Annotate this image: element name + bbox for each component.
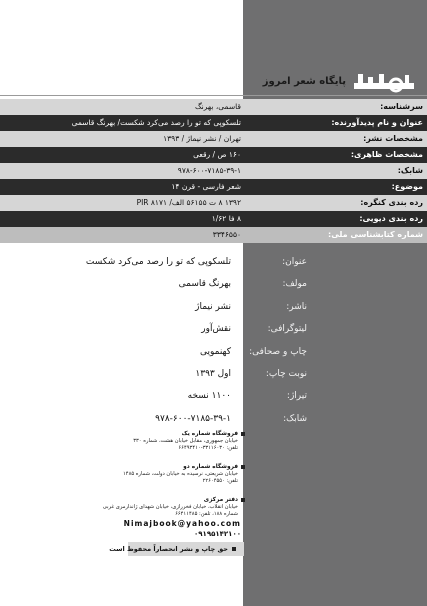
catalog-value: ۳۳۴۶۵۵۰ <box>212 230 241 239</box>
catalog-label: رده بندی دیویی: <box>359 214 423 223</box>
store-title: دفتر مرکزی <box>203 497 238 503</box>
credit-value: ۹۷۸-۶۰۰-۷۱۸۵-۳۹-۱ <box>155 413 231 424</box>
credit-label: ناشر: <box>286 301 307 312</box>
catalog-label: موضوع: <box>391 182 423 191</box>
credit-value: تلسکوپی که تو را رصد می‌کرد شکست <box>85 257 231 267</box>
copyright-text: حق چاپ و نشر انحصاراً محفوظ است <box>109 545 228 553</box>
contact-phone: ۰۹۱۹۵۱۴۲۱۰۰ <box>194 530 241 538</box>
catalog-value: ۱۶۰ ص / رقعی <box>193 150 241 159</box>
store-item <box>133 430 245 452</box>
catalog-label: سرشناسه: <box>380 102 423 111</box>
copyright-notice <box>109 542 244 556</box>
credit-value: ۱۱۰۰ نسخه <box>187 391 231 402</box>
credit-value: نشر نیماژ <box>195 301 231 312</box>
bullet-square-icon <box>232 547 236 551</box>
credit-label: تیراژ: <box>286 391 307 402</box>
catalog-label: مشخصات نشر: <box>363 134 423 143</box>
credit-row <box>0 366 427 388</box>
credit-row <box>0 254 427 276</box>
store-title: فروشگاه شماره دو <box>183 464 238 470</box>
catalog-row <box>0 131 427 147</box>
credit-row <box>0 276 427 298</box>
book-credits <box>0 254 427 433</box>
credit-row <box>0 321 427 343</box>
credit-row <box>0 344 427 366</box>
catalog-row <box>0 211 427 227</box>
credit-label: لیتوگرافی: <box>267 324 307 335</box>
catalog-row <box>0 195 427 211</box>
credit-row <box>0 388 427 410</box>
credit-label: عنوان: <box>282 257 307 267</box>
credit-value: اول ۱۳۹۳ <box>195 368 231 379</box>
catalog-value: قاسمی، بهرنگ <box>194 102 241 111</box>
credit-label: نوبت چاپ: <box>265 368 307 379</box>
catalog-row <box>0 179 427 195</box>
store-phone: تلفن: ۳۳۱۱۶۰۳۰-۶۶۴۹۳۴۱۰ <box>178 445 238 451</box>
credit-value: نقش‌آور <box>201 324 231 335</box>
credit-row <box>0 299 427 321</box>
catalog-row <box>0 147 427 163</box>
divider-line <box>0 95 427 96</box>
catalog-value: تلسکوپی که تو را رصد می‌کرد شکست/ بهرنگ قاسمی <box>71 118 241 127</box>
credit-label: شابک: <box>283 413 307 424</box>
bullet-square-icon <box>241 465 245 469</box>
credit-label: چاپ و صحافی: <box>249 346 307 357</box>
catalog-row <box>0 115 427 131</box>
store-item <box>123 463 245 485</box>
catalog-label: شابک: <box>397 166 423 175</box>
store-address: خیابان جمهوری، مقابل خیابان هشت، شماره ۳۳۰ <box>133 438 238 444</box>
store-item <box>102 496 245 518</box>
catalog-table <box>0 99 427 243</box>
store-phone: شماره ۱۸۸، تلفن: ۶۶۴۱۱۴۸۵ <box>175 511 238 517</box>
catalog-value: ۱۳۹۲ ۸ ت ۵۶۱۵۵ الف/ PIR ۸۱۷۱ <box>136 198 241 207</box>
catalog-row <box>0 99 427 115</box>
credit-value: بهرنگ قاسمی <box>178 279 231 290</box>
publisher-logo <box>352 71 416 93</box>
store-phone: تلفن: ۲۲۶۰۴۵۵۰ <box>202 478 238 484</box>
credit-label: مولف: <box>282 279 307 290</box>
catalog-label: شماره کتابشناسی ملی: <box>328 230 423 239</box>
catalog-value: شعر فارسی - قرن ۱۴ <box>171 182 241 191</box>
credit-value: کهنمویی <box>199 346 231 357</box>
publisher-subtitle: پایگاه شعر امروز <box>262 76 346 87</box>
store-title: فروشگاه شماره یک <box>181 431 238 437</box>
catalog-label: مشخصات ظاهری: <box>350 150 423 159</box>
catalog-value: ۹۷۸-۶۰۰-۷۱۸۵-۳۹-۱ <box>177 166 241 175</box>
catalog-label: عنوان و نام پدیدآورنده: <box>331 118 423 127</box>
catalog-value: ۸ فا ۱/۶۲ <box>211 214 241 223</box>
store-list <box>102 430 245 529</box>
store-address: خیابان شریعتی، نرسیده به خیابان دولت، شماره ۱۴۸۵ <box>123 471 238 477</box>
store-address: خیابان انقلاب، خیابان فخررازی، خیابان شهدای ژاندارمری غربی <box>102 504 238 510</box>
catalog-value: تهران / نشر نیماژ / ۱۳۹۳ <box>163 134 241 143</box>
bullet-square-icon <box>241 432 245 436</box>
catalog-row <box>0 227 427 243</box>
contact-email[interactable]: Nimajbook@yahoo.com <box>123 519 241 528</box>
bullet-square-icon <box>241 498 245 502</box>
catalog-row <box>0 163 427 179</box>
catalog-label: رده بندی کنگره: <box>360 198 423 207</box>
